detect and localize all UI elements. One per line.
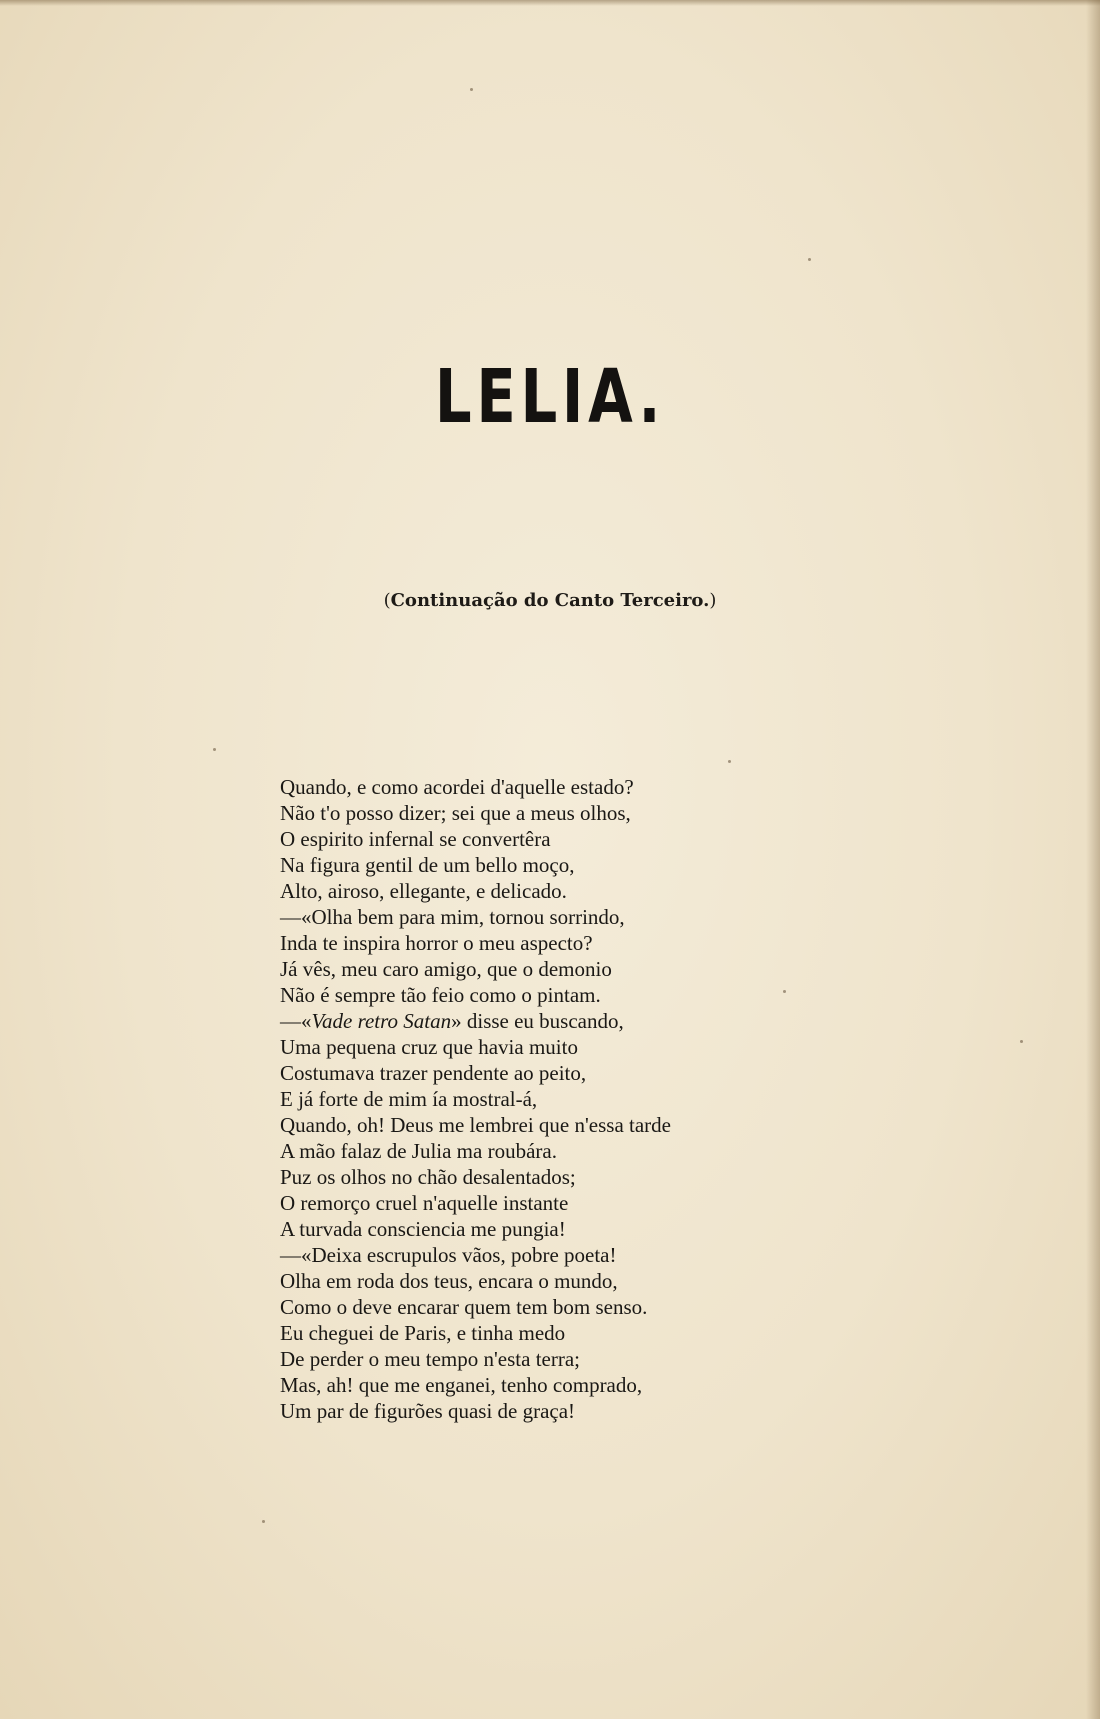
poem-line: Quando, oh! Deus me lembrei que n'essa tarde (280, 1113, 671, 1137)
poem-line: Um par de figurões quasi de graça! (280, 1399, 576, 1423)
paper-speck (808, 258, 811, 261)
page-top-edge (0, 0, 1100, 6)
poem-line: O remorço cruel n'aquelle instante (280, 1191, 569, 1215)
poem-line: Olha em roda dos teus, encara o mundo, (280, 1269, 618, 1293)
poem-subtitle (0, 588, 1100, 614)
poem-line-vade-retro (280, 1008, 1040, 1034)
poem-line: —«Olha bem para mim, tornou sorrindo, (280, 905, 625, 929)
poem-line: De perder o meu tempo n'esta terra; (280, 1347, 580, 1371)
paper-speck (728, 760, 731, 763)
poem-line: A mão falaz de Julia ma roubára. (280, 1139, 557, 1163)
paper-speck (213, 748, 216, 751)
poem-line: Não t'o posso dizer; sei que a meus olhos, (280, 801, 631, 825)
poem-line: Mas, ah! que me enganei, tenho comprado, (280, 1373, 643, 1397)
subtitle-open-paren: ( (383, 590, 391, 611)
paper-speck (783, 990, 786, 993)
poem-line: Puz os olhos no chão desalentados; (280, 1165, 576, 1189)
poem-title: LELIA. (434, 354, 666, 440)
poem-body (280, 774, 1040, 1424)
page-right-edge (1086, 0, 1100, 1719)
subtitle-close-paren: ) (709, 590, 717, 611)
poem-line: Não é sempre tão feio como o pintam. (280, 983, 601, 1007)
subtitle-text: Continuação do Canto Terceiro. (390, 590, 710, 611)
paper-speck (1020, 1040, 1023, 1043)
poem-line: Quando, e como acordei d'aquelle estado? (280, 775, 634, 799)
poem-line: Como o deve encarar quem tem bom senso. (280, 1295, 648, 1319)
paper-speck (470, 88, 473, 91)
poem-line: —«Deixa escrupulos vãos, pobre poeta! (280, 1243, 617, 1267)
paper-speck (262, 1520, 265, 1523)
poem-line: Costumava trazer pendente ao peito, (280, 1061, 587, 1085)
poem-line: Inda te inspira horror o meu aspecto? (280, 931, 593, 955)
poem-line: Alto, airoso, ellegante, e delicado. (280, 879, 567, 903)
vade-retro-prefix: —« (280, 1009, 312, 1033)
poem-line: Na figura gentil de um bello moço, (280, 853, 575, 877)
poem-line: O espirito infernal se convertêra (280, 827, 551, 851)
poem-line: Eu cheguei de Paris, e tinha medo (280, 1321, 566, 1345)
vade-retro-suffix: » disse eu buscando, (451, 1009, 624, 1033)
poem-line: E já forte de mim ía mostral-á, (280, 1087, 538, 1111)
poem-line: Já vês, meu caro amigo, que o demonio (280, 957, 612, 981)
vade-retro-italic: Vade retro Satan (311, 1009, 452, 1033)
poem-line: A turvada consciencia me pungia! (280, 1217, 566, 1241)
poem-line: Uma pequena cruz que havia muito (280, 1035, 578, 1059)
